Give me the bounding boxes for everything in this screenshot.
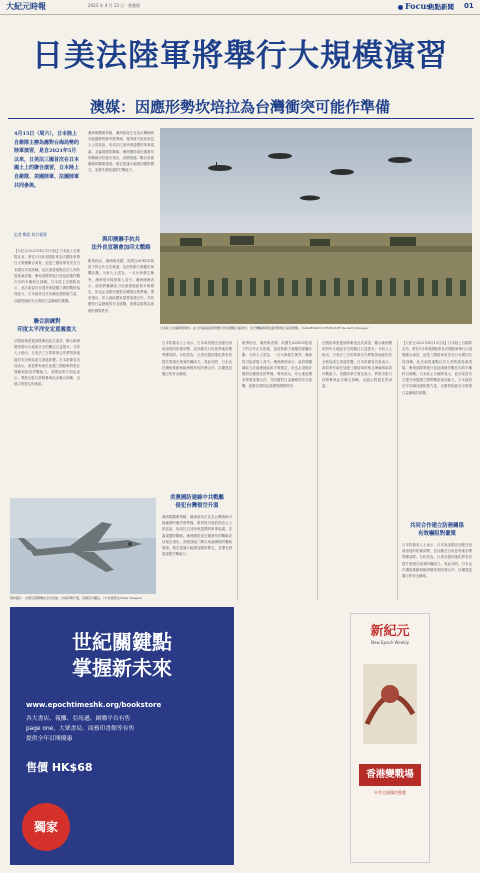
section-brand: Focus: [398, 1, 431, 11]
exclusive-stamp: 獨家: [22, 803, 70, 851]
column-divider: [237, 340, 238, 600]
subhead-1: 聯合訓練對 印度太平洋安定意義重大: [17, 319, 77, 333]
body-text-col5: 法國陸軍派遣部隊參加此次演習，顯示歐洲國家對印太地區安全的關注日益提升。分析人士指出，日美法三方的軍事合作將對該地區的安全格局產生深遠影響。日本防衛省官員表示，演習將有助於加強三國陸軍的相互理解和協同作戰能力。美國陸軍方面也表示，將派出駐日部隊參與此次聯合訓練，以展示對盟友的承諾。: [322, 341, 392, 389]
photo-caption-top: 日本陸上自衛隊照資料。在九州霧島演習場舉行的多國聯合演習中，直升機編隊與地面部隊進行協同訓練。（AGGIESSON CHOW/AFP via Getty Images）: [160, 326, 371, 330]
body-text-col2a: 澳洲媒體報導稱，澳洲政府正在為台灣海峽可能爆發的衝突做準備。報導援引政府消息人士的話說，坎培拉已加快與盟國的軍事協調，並審視國防戰略。澳洲國防部近期發布的戰略評估報告指出，該國面臨二戰以來最嚴峻的戰略環境。報告建議大幅增加國防開支，並優先發展遠程打擊能力。: [88, 131, 154, 173]
column-divider: [317, 340, 318, 600]
lead-paragraph: 4月15日（周六），日本陸上自衛隊主辦為應對台海局勢的陸軍演習，是自2021年5月以來，日美法三國首次在日本國土上的聯合演習，日本陸上自衛隊、美國陸軍、法國陸軍共同參與。: [14, 131, 80, 189]
subhead-2: 與印澳聯手抗共 法外長宣稱會加印太戰略: [91, 237, 151, 251]
body-text-col3a: 日本防衛省人士表示，日本與美國正加強在西南諸島的防衛部署，並計劃在石垣島等地部署導彈部隊。分析認為，日美同盟的強化將有效提升對潛在威脅的嚇阻力。與此同時，日本也在積極推動與歐洲國家的防務合作，以構建更廣泛的安全網絡。: [162, 341, 232, 377]
military-exercise-photo: [160, 128, 472, 324]
focus-dot-icon: [398, 5, 403, 10]
body-text-col1b: 法國陸軍派遣部隊參加此次演習，顯示歐洲國家對印太地區安全的關注日益提升。分析人士指出，日美法三方的軍事合作將對該地區的安全格局產生深遠影響。日本防衛省官員表示，演習將有助於加強三國陸軍的相互理解和協同作戰能力。美國陸軍方面也表示，將派出駐日部隊參與此次聯合訓練，以展示對盟友的承諾。: [14, 339, 80, 387]
fighter-jet-photo: [10, 498, 156, 594]
photo-caption-jet: 資料圖片：台灣空軍戰機在空中巡航。台海局勢升溫，各國密切關注。（中央通訊社/Getty Images）: [10, 596, 144, 600]
body-text-col3b: 澳洲媒體報導稱，澳洲政府正在為台灣海峽可能爆發的衝突做準備。報導援引政府消息人士的話說，坎培拉已加快與盟國的軍事協調，並審視國防戰略。澳洲國防部近期發布的戰略評估報告指出，該國面臨二戰以來最嚴峻的戰略環境。報告建議大幅增加國防開支，並優先發展遠程打擊能力。: [162, 515, 232, 557]
magazine-art: [357, 654, 423, 758]
page-number: 01: [464, 2, 474, 10]
page-header: [0, 0, 480, 15]
magazine-cover: [350, 613, 430, 863]
dateline: 2023 年 4 月 13 日 · 香港版: [88, 3, 140, 8]
magazine-subtitle: New Epoch Weekly: [371, 640, 409, 645]
masthead-logo: 大紀元時報: [6, 2, 46, 11]
section-name: 焦點新聞: [428, 3, 454, 11]
body-text-col6a: 【大紀元2023年4月13日訊】日本陸上自衛隊宣布，將在5月與美國陸軍及法國陸軍舉行大規模聯合演習，這是三國陸軍首次在日本國內共同訓練。此次演習地點位於九州的霧島演習場，參與部隊將進行包括兩棲作戰在內的多種科目訓練。日本陸上自衛隊表示，此次演習旨在提升與盟國之間的戰術協同能力。日本政府近年持續加強防衛力量，以應對地區安全環境日益嚴峻的挑戰。: [402, 341, 472, 395]
body-text-col1a: 【大紀元2023年4月13日訊】日本陸上自衛隊宣布，將在5月與美國陸軍及法國陸軍舉行大規模聯合演習，這是三國陸軍首次在日本國內共同訓練。此次演習地點位於九州的霧島演習場，參與部隊將進行包括兩棲作戰在內的多種科目訓練。日本陸上自衛隊表示，此次演習旨在提升與盟國之間的戰術協同能力。日本政府近年持續加強防衛力量，以應對地區安全環境日益嚴峻的挑戰。: [14, 249, 80, 303]
subhead-4: 共同合作建立防務關係 有效嚇阻對臺策: [410, 523, 464, 537]
ad-line: page one、大眾書局、商務印書館等有售: [26, 726, 135, 732]
headline-rule: [8, 118, 474, 119]
body-text-col6b: 日本防衛省人士表示，日本與美國正加強在西南諸島的防衛部署，並計劃在石垣島等地部署導彈部隊。分析認為，日美同盟的強化將有效提升對潛在威脅的嚇阻力。與此同時，日本也在積極推動與歐洲國家的防務合作，以構建更廣泛的安全網絡。: [402, 543, 472, 579]
subheadline: 澳媒：因應形勢坎培拉為台灣衝突可能作準備: [89, 98, 390, 116]
magazine-dek: 中共全面操控香港: [374, 790, 406, 795]
subhead-3: 美澳國防連線中共戰艦 侵犯台灣領空升溫: [170, 495, 224, 509]
byline: 記者 鄭思 綜合報導: [14, 232, 47, 237]
bookstore-ad[interactable]: [10, 607, 414, 865]
ad-price: 售價 HK$68: [26, 761, 93, 774]
body-text-col4: 報導指出，澳洲與美國、英國在AUKUS框架下的合作正在推進，包括核動力潛艦的採購計劃。分析人士認為，一旦台海發生衝突，澳洲很可能被捲入其中。澳洲總理表示，政府將繼續致力於維護地區和平與穩定，但也必須做好應對各種情況的準備。專家指出，印太地區國家需要加強合作，共同應對日益嚴峻的安全挑戰，維護以規則為基礎的國際秩序。: [242, 341, 312, 389]
ad-line: 各大書店、報攤、亞馬遜、網購平台有售: [26, 716, 131, 722]
headline: 日美法陸軍將舉行大規模演習: [32, 38, 448, 74]
magazine-title: 香港變戰場: [359, 764, 421, 786]
ad-url[interactable]: www.epochtimeshk.org/bookstore: [26, 701, 162, 709]
magazine-logo: 新紀元: [370, 624, 410, 639]
ad-title: 世紀關鍵點 掌握新未來: [72, 630, 172, 680]
body-text-col2b: 報導指出，澳洲與美國、英國在AUKUS框架下的合作正在推進，包括核動力潛艦的採購計劃。分析人士認為，一旦台海發生衝突，澳洲很可能被捲入其中。澳洲總理表示，政府將繼續致力於維護地區和平與穩定，但也必須做好應對各種情況的準備。專家指出，印太地區國家需要加強合作，共同應對日益嚴峻的安全挑戰，維護以規則為基礎的國際秩序。: [88, 259, 154, 313]
column-divider: [397, 340, 398, 600]
ad-line: 提供全年訂閱優惠: [26, 736, 73, 742]
